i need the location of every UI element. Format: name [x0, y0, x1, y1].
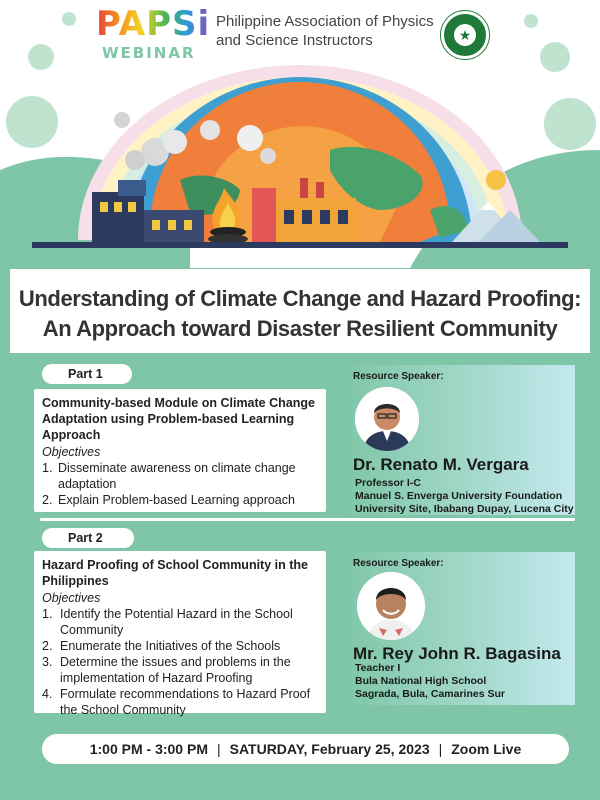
speaker-name: Dr. Renato M. Vergara: [353, 455, 529, 474]
factory-building: [118, 180, 146, 196]
part-2-module-card: [34, 551, 326, 717]
speaker-name: Mr. Rey John R. Bagasina: [353, 644, 561, 663]
factory-window: [184, 220, 192, 230]
speaker-position: Professor I-C: [355, 477, 421, 489]
speaker-position: Teacher I: [355, 662, 401, 674]
speaker-label: Resource Speaker:: [353, 558, 444, 569]
part-2-module-title: Hazard Proofing of School Community in the Philippines: [42, 558, 308, 588]
part-1-module-card: [34, 389, 326, 512]
smoke-cloud: [237, 125, 263, 151]
separator: |: [216, 741, 221, 757]
section-divider: [40, 518, 575, 521]
part-1-speaker-card: [341, 365, 575, 515]
decorative-circle: [524, 14, 538, 28]
part-1-label: Part 1: [42, 364, 132, 384]
objective-item: 1. Disseminate awareness on climate change adaptation: [42, 461, 296, 491]
factory-chimney: [300, 178, 308, 198]
header-banner: [0, 0, 600, 268]
factory-window: [302, 210, 312, 224]
event-schedule-bar: [42, 734, 569, 764]
objective-item: 3. Determine the issues and problems in the implementation of Hazard Proofing: [42, 655, 291, 685]
organization-name: Philippine Association of Physics and Science Instructors: [216, 13, 434, 49]
webinar-title: [10, 269, 590, 353]
smoke-cloud: [114, 112, 130, 128]
factory-window: [168, 220, 176, 230]
part-1-objectives-label: Objectives: [42, 445, 101, 459]
factory-chimney: [316, 182, 324, 198]
papsi-logo: [96, 4, 216, 64]
objective-item: 2. Explain Problem-based Learning approach: [42, 493, 295, 507]
speaker-address: University Site, Ibabang Dupay, Lucena City: [355, 503, 574, 515]
title-line-2: An Approach toward Disaster Resilient Community: [42, 316, 558, 341]
objective-item: 4. Formulate recommendations to Hazard Proof the School Community: [42, 687, 311, 717]
event-platform: Zoom Live: [451, 741, 522, 757]
objective-item: 1. Identify the Potential Hazard in the School Community: [42, 607, 293, 637]
part-1-module-title: Community-based Module on Climate Change Adaptation using Problem-based Learning Approach: [42, 396, 315, 442]
part-2-objectives-label: Objectives: [42, 591, 101, 605]
objective-item: 2. Enumerate the Initiatives of the Schools: [42, 639, 281, 653]
part-2-label: Part 2: [42, 528, 134, 548]
smoke-cloud: [200, 120, 220, 140]
logo-text: PAPSi: [96, 4, 211, 44]
speaker-affiliation: Bula National High School: [355, 675, 487, 687]
university-seal-icon: ★: [441, 11, 489, 59]
logo-subtitle: WEBINAR: [102, 44, 196, 62]
part-2-speaker-card: [341, 552, 575, 705]
sun: [486, 170, 506, 190]
factory-window: [114, 202, 122, 212]
title-line-1: Understanding of Climate Change and Hazard Proofing:: [18, 286, 582, 311]
factory-window: [338, 210, 348, 224]
factory-window: [100, 202, 108, 212]
factory-building: [252, 188, 276, 242]
decorative-circle: [62, 12, 76, 26]
ground-line: [32, 242, 568, 248]
speaker-photo: [355, 387, 419, 451]
part-1-objectives-list: [42, 460, 318, 508]
factory-window: [152, 220, 160, 230]
speaker-photo: [357, 572, 425, 640]
speaker-label: Resource Speaker:: [353, 371, 444, 382]
event-date: SATURDAY, February 25, 2023: [229, 741, 430, 757]
smoke-cloud: [163, 130, 187, 154]
event-time: 1:00 PM - 3:00 PM: [89, 741, 208, 757]
factory-window: [284, 210, 294, 224]
speaker-address: Sagrada, Bula, Camarines Sur: [355, 688, 505, 700]
factory-building: [92, 192, 144, 242]
climate-illustration: [0, 60, 600, 268]
factory-window: [128, 202, 136, 212]
speaker-affiliation: Manuel S. Enverga University Foundation: [355, 490, 563, 502]
smoke-cloud: [125, 150, 145, 170]
separator: |: [438, 741, 443, 757]
part-2-objectives-list: [42, 606, 318, 718]
factory-window: [320, 210, 330, 224]
smoke-cloud: [260, 148, 276, 164]
